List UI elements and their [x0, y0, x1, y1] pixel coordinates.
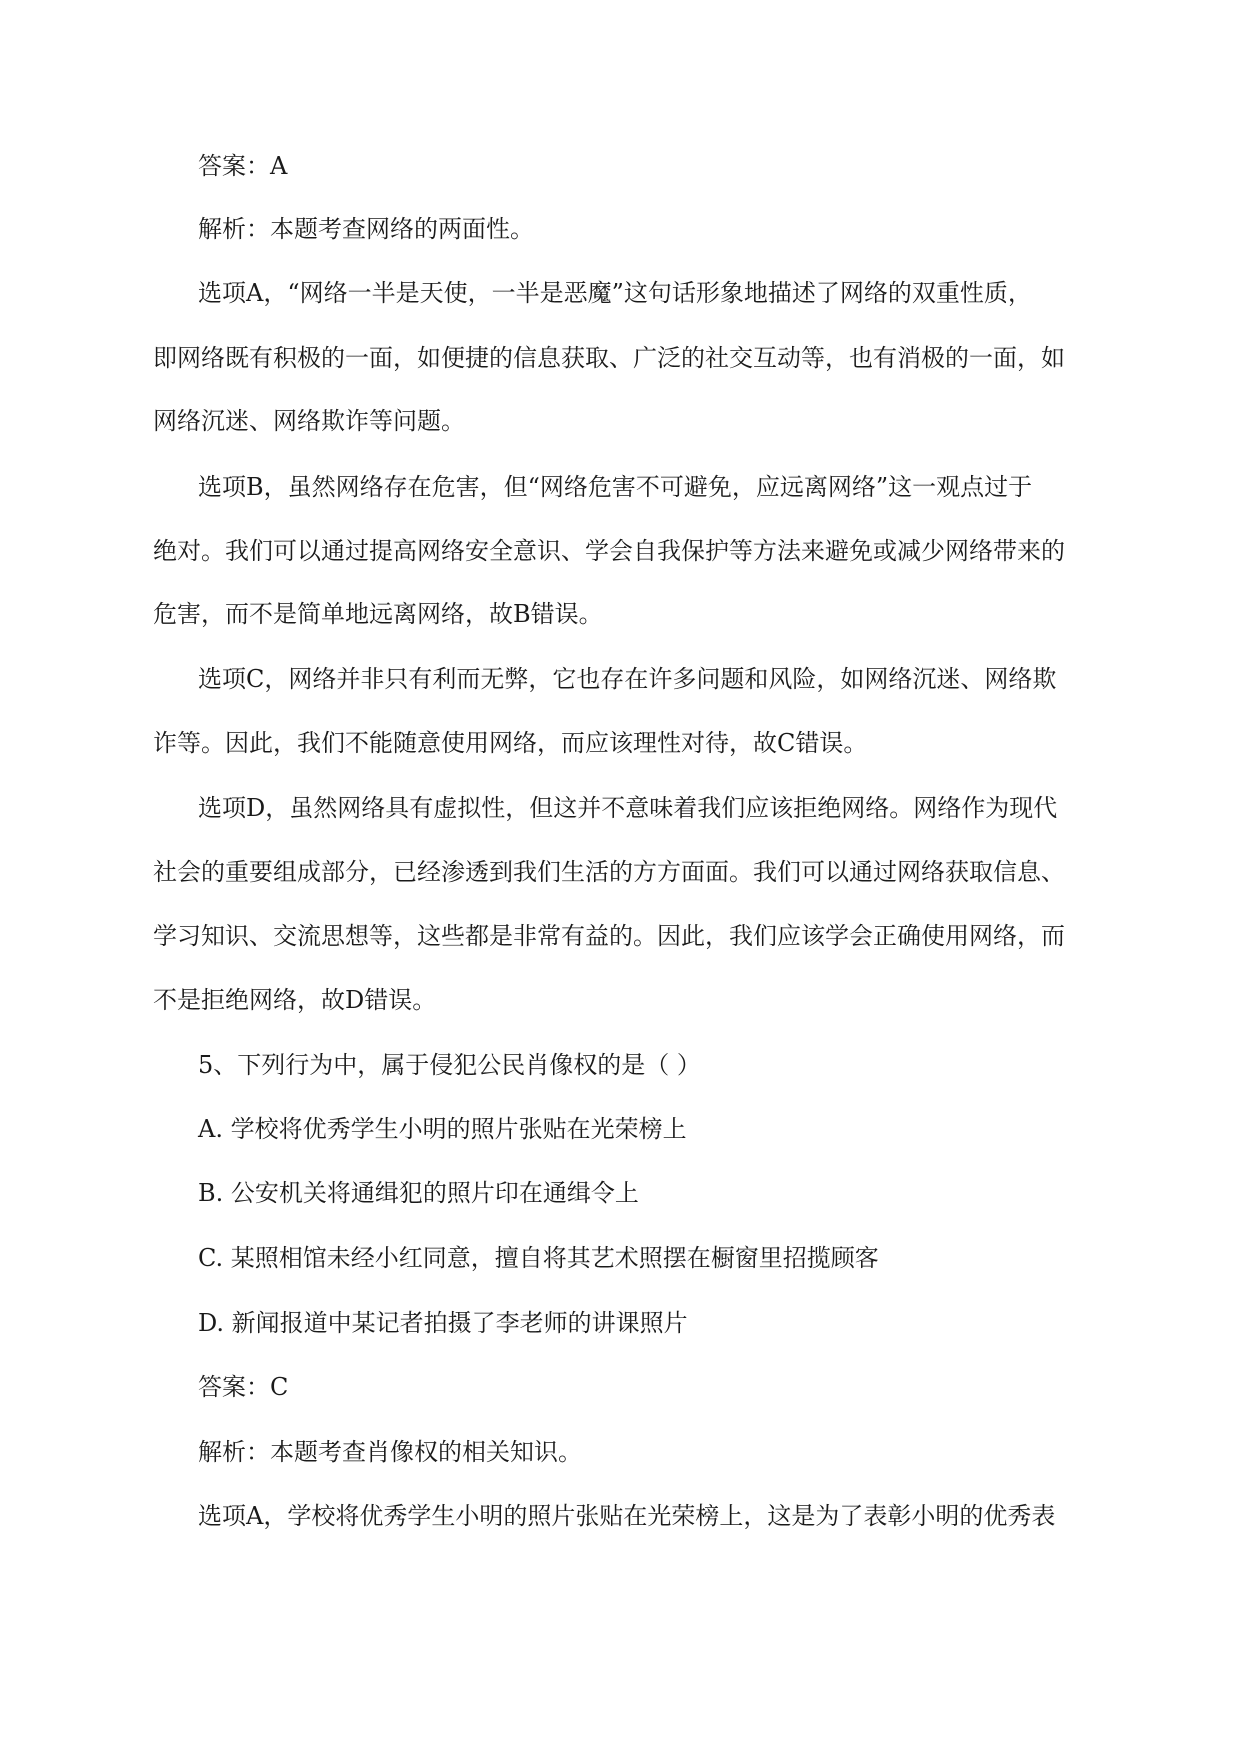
paragraph-line-option-a-3: 网络沉迷、网络欺诈等问题。	[153, 407, 465, 435]
question-5-stem: 5、下列行为中，属于侵犯公民肖像权的是（ ）	[198, 1051, 701, 1079]
paragraph-line-option-d-4: 不是拒绝网络，故D错误。	[153, 986, 437, 1014]
paragraph-line-option-b-1: 选项B，虽然网络存在危害，但“网络危害不可避免，应远离网络”这一观点过于	[198, 473, 1033, 501]
analysis-line-q4: 解析：本题考查网络的两面性。	[198, 215, 534, 243]
answer-line-q5: 答案：C	[198, 1373, 289, 1401]
paragraph-line-option-b-3: 危害，而不是简单地远离网络，故B错误。	[153, 600, 603, 628]
paragraph-line-option-b-2: 绝对。我们可以通过提高网络安全意识、学会自我保护等方法来避免或减少网络带来的	[153, 537, 1065, 565]
analysis-line-q5: 解析：本题考查肖像权的相关知识。	[198, 1438, 582, 1466]
paragraph-line-option-d-2: 社会的重要组成部分，已经渗透到我们生活的方方面面。我们可以通过网络获取信息、	[153, 858, 1065, 886]
paragraph-line-option-a-2: 即网络既有积极的一面，如便捷的信息获取、广泛的社交互动等，也有消极的一面，如	[153, 344, 1065, 372]
paragraph-line-option-c-2: 诈等。因此，我们不能随意使用网络，而应该理性对待，故C错误。	[153, 729, 868, 757]
paragraph-line-q5-option-a-1: 选项A，学校将优秀学生小明的照片张贴在光荣榜上，这是为了表彰小明的优秀表	[198, 1502, 1056, 1530]
paragraph-line-option-d-3: 学习知识、交流思想等，这些都是非常有益的。因此，我们应该学会正确使用网络，而	[153, 922, 1065, 950]
question-5-option-a: A. 学校将优秀学生小明的照片张贴在光荣榜上	[198, 1115, 687, 1143]
question-5-option-c: C. 某照相馆未经小红同意，擅自将其艺术照摆在橱窗里招揽顾客	[198, 1244, 879, 1272]
paragraph-line-option-c-1: 选项C，网络并非只有利而无弊，它也存在许多问题和风险，如网络沉迷、网络欺	[198, 665, 1057, 693]
question-5-option-d: D. 新闻报道中某记者拍摄了李老师的讲课照片	[198, 1309, 688, 1337]
paragraph-line-option-a-1: 选项A，“网络一半是天使，一半是恶魔”这句话形象地描述了网络的双重性质，	[198, 279, 1032, 307]
answer-line-q4: 答案：A	[198, 152, 288, 180]
paragraph-line-option-d-1: 选项D，虽然网络具有虚拟性，但这并不意味着我们应该拒绝网络。网络作为现代	[198, 794, 1058, 822]
question-5-option-b: B. 公安机关将通缉犯的照片印在通缉令上	[198, 1179, 639, 1207]
